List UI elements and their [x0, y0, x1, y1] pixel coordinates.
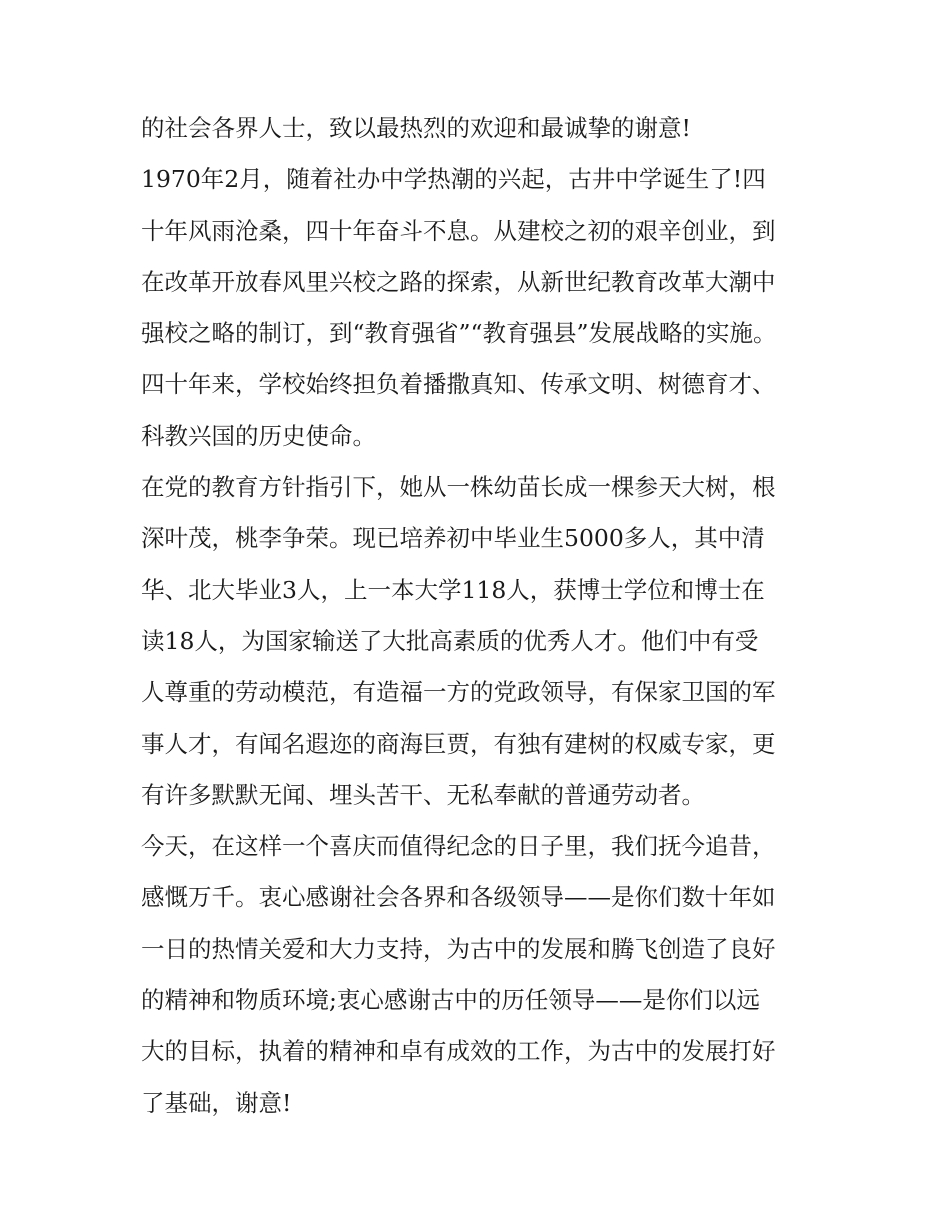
- text-line-6: 四十年来，学校始终担负着播撒真知、传承文明、树德育才、: [141, 370, 776, 399]
- text-line-13: 事人才，有闻名遐迩的商海巨贾，有独有建树的权威专家，更: [141, 729, 776, 758]
- text-line-9: 深叶茂，桃李争荣。现已培养初中毕业生5000多人，其中清: [141, 524, 765, 553]
- text-line-5: 强校之略的制订，到“教育强省”“教育强县”发展战略的实施。: [141, 319, 777, 348]
- text-line-3: 十年风雨沧桑，四十年奋斗不息。从建校之初的艰辛创业，到: [141, 216, 776, 245]
- text-line-4: 在改革开放春风里兴校之路的探索，从新世纪教育改革大潮中: [141, 267, 776, 296]
- text-line-1: 的社会各界人士，致以最热烈的欢迎和最诚挚的谢意!: [141, 114, 691, 142]
- text-line-10: 华、北大毕业3人，上一本大学118人，获博士学位和博士在: [141, 575, 765, 604]
- document-body-text: [141, 103, 813, 1129]
- text-line-8: 在党的教育方针指引下，她从一株幼苗长成一棵参天大树，根: [141, 473, 776, 502]
- text-line-11: 读18人，为国家输送了大批高素质的优秀人才。他们中有受: [141, 626, 759, 655]
- text-line-19: 大的目标，执着的精神和卓有成效的工作，为古中的发展打好: [141, 1037, 776, 1066]
- text-line-18: 的精神和物质环境;衷心感谢古中的历任领导——是你们以远: [141, 986, 760, 1015]
- text-line-16: 感慨万千。衷心感谢社会各界和各级领导——是你们数十年如: [141, 883, 776, 912]
- text-line-7: 科教兴国的历史使命。: [141, 421, 376, 450]
- text-line-14: 有许多默默无闻、埋头苦干、无私奉献的普通劳动者。: [141, 780, 705, 809]
- text-line-12: 人尊重的劳动模范，有造福一方的党政领导，有保家卫国的军: [141, 678, 776, 707]
- text-line-17: 一日的热情关爱和大力支持，为古中的发展和腾飞创造了良好: [141, 934, 776, 963]
- text-line-15: 今天，在这样一个喜庆而值得纪念的日子里，我们抚今追昔，: [141, 832, 776, 861]
- text-line-2: 1970年2月，随着社办中学热潮的兴起，古井中学诞生了!四: [141, 165, 766, 194]
- text-line-20: 了基础，谢意!: [141, 1088, 292, 1117]
